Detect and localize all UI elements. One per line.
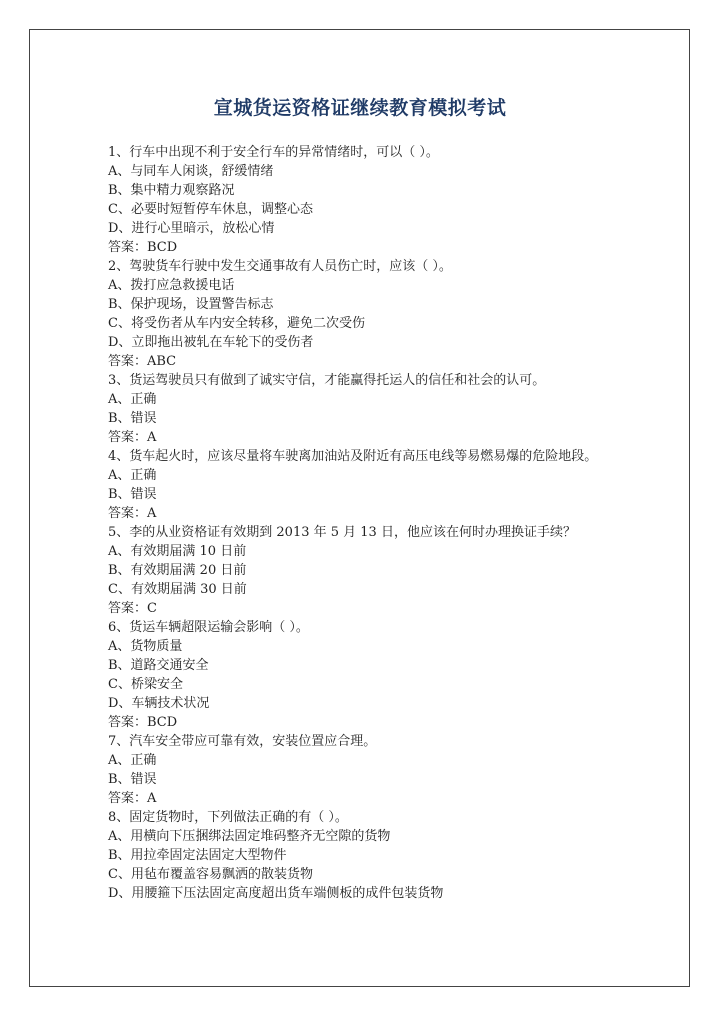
answer: 答案：BCD	[108, 240, 178, 255]
option-b: B、用拉牵固定法固定大型物件	[108, 848, 287, 863]
option-b: B、保护现场，设置警告标志	[108, 297, 274, 312]
question-text: 6、货运车辆超限运输会影响（ ）。	[108, 620, 309, 635]
question-block	[108, 371, 620, 447]
option-a: A、用横向下压捆绑法固定堆码整齐无空隙的货物	[108, 829, 391, 844]
question-list	[108, 143, 620, 903]
question-text: 2、驾驶货车行驶中发生交通事故有人员伤亡时，应该（ ）。	[108, 259, 452, 274]
option-a: A、拨打应急救援电话	[108, 278, 235, 293]
option-c: C、用毡布覆盖容易飘洒的散装货物	[108, 867, 313, 882]
option-c: C、将受伤者从车内安全转移，避免二次受伤	[108, 316, 365, 331]
option-b: B、集中精力观察路况	[108, 183, 235, 198]
answer: 答案：A	[108, 791, 157, 806]
option-b: B、错误	[108, 487, 157, 502]
option-a: A、正确	[108, 468, 157, 483]
answer: 答案：A	[108, 430, 157, 445]
question-block	[108, 808, 620, 903]
question-block	[108, 523, 620, 618]
question-text: 1、行车中出现不利于安全行车的异常情绪时，可以（ ）。	[108, 145, 439, 160]
answer: 答案：BCD	[108, 715, 178, 730]
question-block	[108, 143, 620, 257]
answer: 答案：ABC	[108, 354, 177, 369]
option-c: C、桥梁安全	[108, 677, 183, 692]
question-block	[108, 618, 620, 732]
document-title: 宣城货运资格证继续教育模拟考试	[213, 97, 507, 119]
question-text: 5、李的从业资格证有效期到 2013 年 5 月 13 日，他应该在何时办理换证手续？	[108, 525, 576, 540]
option-b: B、道路交通安全	[108, 658, 209, 673]
option-a: A、正确	[108, 392, 157, 407]
question-text: 7、汽车安全带应可靠有效，安装位置应合理。	[108, 734, 377, 749]
option-d: D、立即拖出被轧在车轮下的受伤者	[108, 335, 314, 350]
question-text: 4、货车起火时，应该尽量将车驶离加油站及附近有高压电线等易燃易爆的危险地段。	[108, 449, 598, 464]
question-text: 8、固定货物时，下列做法正确的有（ ）。	[108, 810, 348, 825]
option-c: C、有效期届满 30 日前	[108, 582, 247, 597]
option-a: A、有效期届满 10 日前	[108, 544, 247, 559]
question-text: 3、货运驾驶员只有做到了诚实守信，才能赢得托运人的信任和社会的认可。	[108, 373, 546, 388]
option-b: B、错误	[108, 772, 157, 787]
option-b: B、有效期届满 20 日前	[108, 563, 247, 578]
option-a: A、正确	[108, 753, 157, 768]
option-d: D、用腰箍下压法固定高度超出货车端侧板的成件包装货物	[108, 886, 444, 901]
option-a: A、与同车人闲谈，舒缓情绪	[108, 164, 274, 179]
option-c: C、必要时短暂停车休息，调整心态	[108, 202, 313, 217]
option-b: B、错误	[108, 411, 157, 426]
answer: 答案：A	[108, 506, 157, 521]
option-d: D、车辆技术状况	[108, 696, 210, 711]
question-block	[108, 732, 620, 808]
option-a: A、货物质量	[108, 639, 183, 654]
answer: 答案：C	[108, 601, 157, 616]
question-block	[108, 257, 620, 371]
option-d: D、进行心里暗示，放松心情	[108, 221, 275, 236]
question-block	[108, 447, 620, 523]
